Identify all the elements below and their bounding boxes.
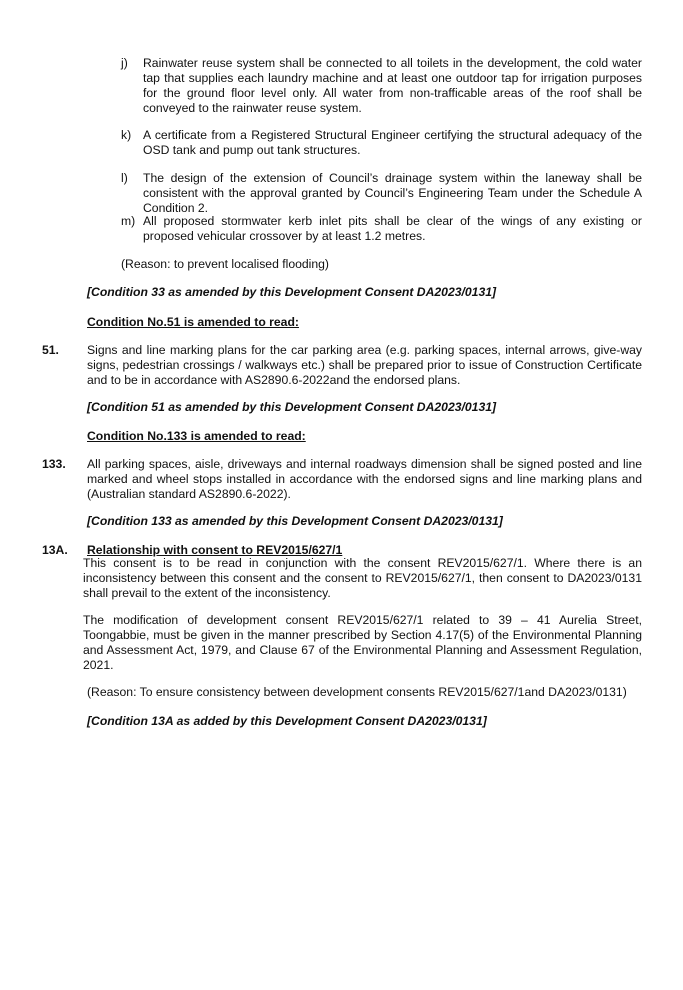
condition-13a-paragraph-2: The modification of development consent REV2015/627/1 related to 39 – 41 Aurelia Street, Toongabbie, must be given in the manner prescribed by Section 4.17(5) of the Environmental Planning and Assessment Act, 1979, and Clause 67 of the Environmental Planning and Assessment Regulation, 2021. — [83, 613, 642, 672]
heading-condition-13a: Relationship with consent to REV2015/627/1 — [87, 543, 343, 557]
sub-item-letter: l) — [121, 171, 128, 185]
condition-13a-paragraph-1: This consent is to be read in conjunction with the consent REV2015/627/1. Where there is an inconsistency between this consent and the consent to REV2015/627/1, then consent to DA2023/0131 shall prevail to the extent of the inconsistency. — [83, 556, 642, 600]
condition-tag-133: [Condition 133 as amended by this Development Consent DA2023/0131] — [87, 514, 503, 528]
condition-text-51: Signs and line marking plans for the car parking area (e.g. parking spaces, internal arrows, give-way signs, pedestrian crossings / walkways etc.) shall be prepared prior to issue of Construction Certificate and to be in accordance with AS2890.6-2022and the endorsed plans. — [87, 343, 642, 387]
condition-tag-51: [Condition 51 as amended by this Development Consent DA2023/0131] — [87, 400, 497, 414]
sub-item-m — [121, 214, 642, 244]
sub-item-text: The design of the extension of Council’s drainage system within the laneway shall be consistent with the approval granted by Council’s Engineering Team under the Schedule A Condition 2. — [143, 171, 642, 215]
condition-number-133: 133. — [42, 457, 66, 471]
condition-number-51: 51. — [42, 343, 59, 357]
condition-tag-33: [Condition 33 as amended by this Development Consent DA2023/0131] — [87, 285, 497, 299]
sub-item-letter: j) — [121, 56, 128, 70]
sub-item-k — [121, 128, 642, 158]
sub-item-text: A certificate from a Registered Structural Engineer certifying the structural adequacy of the OSD tank and pump out tank structures. — [143, 128, 642, 157]
sub-item-text: All proposed stormwater kerb inlet pits shall be clear of the wings of any existing or proposed vehicular crossover by at least 1.2 metres. — [143, 214, 642, 243]
sub-item-l — [121, 171, 642, 216]
condition-number-13a: 13A. — [42, 543, 68, 557]
condition-tag-13a: [Condition 13A as added by this Development Consent DA2023/0131] — [87, 714, 487, 728]
sub-item-letter: m) — [121, 214, 136, 228]
reason-13a: (Reason: To ensure consistency between development consents REV2015/627/1and DA2023/0131) — [87, 685, 627, 699]
heading-condition-133: Condition No.133 is amended to read: — [87, 429, 306, 443]
condition-text-133: All parking spaces, aisle, driveways and internal roadways dimension shall be signed posted and line marked and wheel stops installed in accordance with the endorsed signs and line marking plans and (Australian standard AS2890.6-2022). — [87, 457, 642, 501]
sub-item-text: Rainwater reuse system shall be connected to all toilets in the development, the cold water tap that supplies each laundry machine and at least one outdoor tap for irrigation purposes for the ground floor level only. All water from non-trafficable areas of the roof shall be conveyed to the rainwater reuse system. — [143, 56, 642, 115]
sub-item-letter: k) — [121, 128, 132, 142]
heading-condition-51: Condition No.51 is amended to read: — [87, 315, 299, 329]
reason-33: (Reason: to prevent localised flooding) — [121, 257, 329, 271]
sub-item-j — [121, 56, 642, 116]
